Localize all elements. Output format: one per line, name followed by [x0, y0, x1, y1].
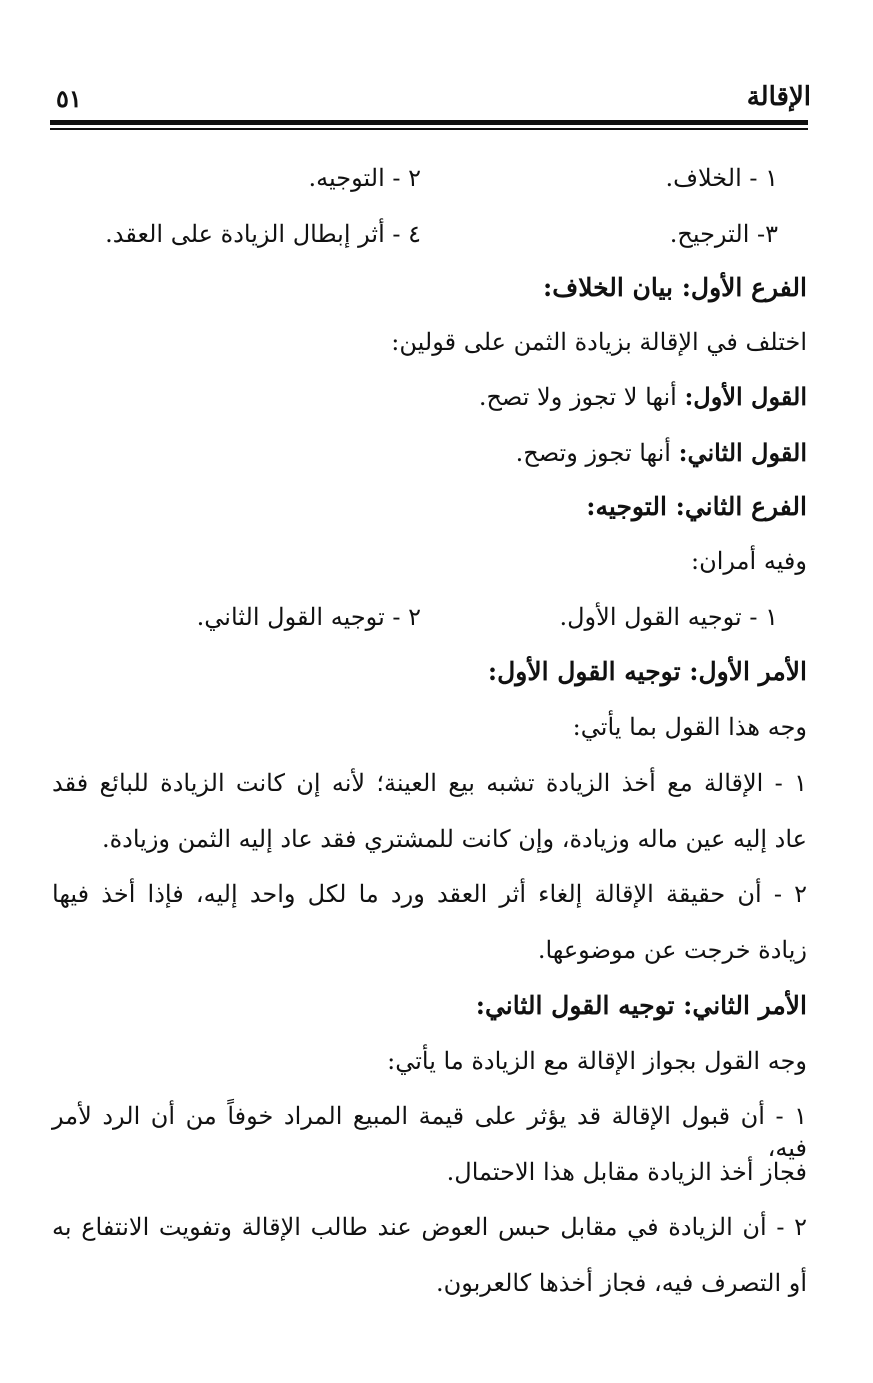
branch2-intro: وفيه أمران: — [691, 547, 807, 575]
outline-item-1: ١ - الخلاف. — [665, 164, 778, 192]
matter1-intro: وجه هذا القول بما يأتي: — [572, 713, 807, 741]
matter1-point2-line2: زيادة خرجت عن موضوعها. — [537, 936, 807, 964]
matter2-point1-line1: ١ - أن قبول الإقالة قد يؤثر على قيمة المبيع المراد خوفاً من أن الرد لأمر فيه، — [52, 1102, 807, 1162]
matter1-point2-line1: ٢ - أن حقيقة الإقالة إلغاء أثر العقد ورد ما لكل واحد إليه، فإذا أخذ فيها — [52, 880, 807, 908]
matter1-point1-line2: عاد إليه عين ماله وزيادة، وإن كانت للمشتري فقد عاد إليه الثمن وزيادة. — [101, 825, 807, 853]
matter2-heading: الأمر الثاني: توجيه القول الثاني: — [475, 991, 807, 1020]
matter2-intro: وجه القول بجواز الإقالة مع الزيادة ما يأتي: — [387, 1047, 807, 1075]
outline-item-4: ٤ - أثر إبطال الزيادة على العقد. — [105, 220, 421, 248]
opinion-2-text: أنها تجوز وتصح. — [515, 439, 671, 467]
branch2-heading: الفرع الثاني: التوجيه: — [586, 492, 807, 521]
branch1-intro: اختلف في الإقالة بزيادة الثمن على قولين: — [391, 328, 807, 356]
matter1-heading: الأمر الأول: توجيه القول الأول: — [487, 657, 807, 686]
header-rule-thick — [50, 120, 808, 125]
matter2-point1-line2: فجاز أخذ الزيادة مقابل هذا الاحتمال. — [446, 1158, 807, 1186]
matter2-point2-line2: أو التصرف فيه، فجاز أخذها كالعربون. — [435, 1269, 807, 1297]
matter1-point1-line1: ١ - الإقالة مع أخذ الزيادة تشبه بيع العينة؛ لأنه إن كانت الزيادة للبائع فقد — [52, 769, 807, 797]
branch2-matter-1: ١ - توجيه القول الأول. — [559, 603, 778, 631]
running-header-title: الإقالة — [746, 82, 811, 112]
outline-item-3: ٣- الترجيح. — [669, 220, 778, 248]
opinion-1-text: أنها لا تجوز ولا تصح. — [478, 383, 677, 411]
branch1-heading: الفرع الأول: بيان الخلاف: — [543, 273, 807, 302]
matter2-point2-line1: ٢ - أن الزيادة في مقابل حبس العوض عند طالب الإقالة وتفويت الانتفاع به — [52, 1213, 807, 1241]
header-rule-thin — [50, 128, 808, 130]
opinion-2-label: القول الثاني: — [678, 438, 807, 467]
opinion-2 — [516, 437, 807, 469]
outline-item-2: ٢ - التوجيه. — [308, 164, 421, 192]
branch2-matter-2: ٢ - توجيه القول الثاني. — [196, 603, 421, 631]
opinion-1 — [479, 381, 807, 413]
page-number: ٥١ — [56, 84, 82, 113]
opinion-1-label: القول الأول: — [684, 382, 807, 411]
